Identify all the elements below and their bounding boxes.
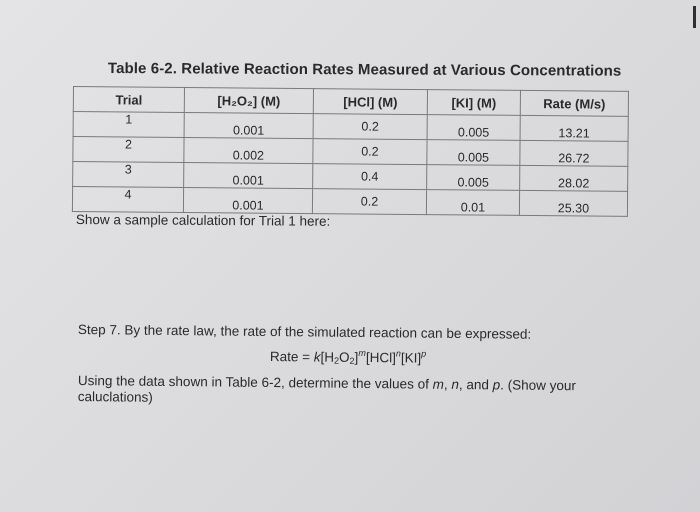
trial-cell: 1	[73, 112, 184, 138]
h2o2-close: ]	[354, 349, 359, 365]
ki-term: [KI]	[400, 350, 422, 366]
question-text-end: . (Show your caluclations)	[77, 377, 577, 405]
question-p: p	[492, 377, 501, 393]
rate-law-equation	[270, 347, 426, 367]
h2o2-cell: 0.002	[184, 137, 313, 163]
h2o2-open: [H	[320, 349, 335, 365]
oxygen-symbol: O	[338, 349, 350, 365]
hcl-cell: 0.2	[313, 114, 427, 140]
rate-cell: 13.21	[520, 115, 628, 141]
reaction-rates-table	[72, 86, 629, 217]
h-subscript: 2	[333, 355, 340, 366]
rate-cell: 28.02	[520, 165, 628, 191]
trial-cell: 3	[73, 162, 184, 188]
trial1-calculation-prompt: Show a sample calculation for Trial 1 here:	[75, 212, 331, 229]
hcl-cell: 0.2	[312, 189, 426, 215]
question-n: n	[451, 376, 459, 392]
ki-cell: 0.005	[427, 165, 520, 191]
exponent-question	[78, 373, 618, 411]
hcl-term: [HCl]	[365, 350, 396, 366]
exponent-p: p	[421, 348, 427, 359]
h2o2-cell: 0.001	[184, 112, 313, 138]
ki-cell: 0.005	[427, 115, 520, 141]
ki-cell: 0.005	[427, 140, 520, 166]
trial-cell: 2	[73, 137, 184, 163]
rate-law-prefix: Rate =	[269, 348, 314, 365]
step7-text: Step 7. By the rate law, the rate of the simulated reaction can be expressed:	[77, 322, 532, 342]
o-subscript: 2	[349, 355, 355, 366]
header-trial: Trial	[73, 87, 184, 113]
question-m: m	[432, 376, 444, 392]
rate-constant: k	[313, 349, 321, 365]
hcl-cell: 0.4	[313, 164, 427, 190]
table-title: Table 6-2. Relative Reaction Rates Measured at Various Concentrations	[107, 60, 622, 80]
header-ki: [KI] (M)	[427, 90, 520, 116]
exponent-n: n	[395, 348, 401, 359]
h2o2-cell: 0.001	[183, 187, 312, 213]
header-h2o2: [H₂O₂] (M)	[184, 87, 313, 113]
page-edge-mark	[693, 6, 696, 28]
rate-cell: 26.72	[520, 140, 628, 166]
rate-cell: 25.30	[519, 190, 627, 216]
hcl-cell: 0.2	[313, 139, 427, 165]
question-sep2: , and	[458, 376, 493, 393]
question-text-start: Using the data shown in Table 6-2, determine the values of	[77, 373, 433, 392]
h2o2-cell: 0.001	[184, 162, 313, 188]
question-sep1: ,	[443, 376, 452, 392]
ki-cell: 0.01	[426, 190, 519, 216]
header-rate: Rate (M/s)	[520, 90, 628, 116]
trial-cell: 4	[72, 187, 183, 213]
header-hcl: [HCl] (M)	[313, 89, 427, 115]
exponent-m: m	[358, 347, 366, 359]
